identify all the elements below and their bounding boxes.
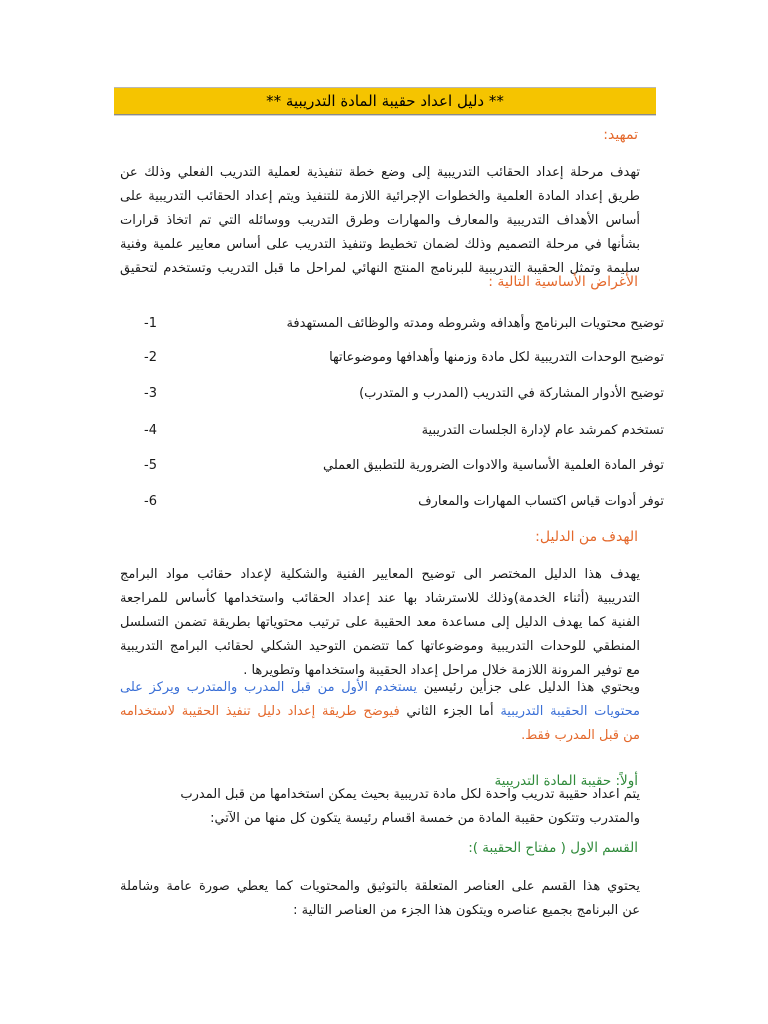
parts-highlight: يستخدم الأول من قبل المدرب والمتدرب ويركز على (120, 680, 418, 695)
parts-highlight: محتويات الحقيبة التدريبية (493, 704, 640, 719)
intro-line: سليمة وتمثل الحقيبة التدريبية للبرنامج المنتج النهائي لمراحل ما قبل التدريب وتستخدم لتحقيق (120, 261, 640, 276)
purpose-number: -6 (144, 493, 157, 509)
purpose-number: -5 (144, 457, 157, 473)
purpose-text: تستخدم كمرشد عام لإدارة الجلسات التدريبية (421, 422, 664, 438)
parts-text: ويحتوي هذا الدليل على جزأين رئيسين (417, 680, 640, 695)
goal-line: المنطقي للوحدات التدريبية وموضوعاتها كما تتضمن التوحيد الشكلي لحقائب البرامج التدريبية (120, 639, 640, 654)
section1-line: يحتوي هذا القسم على العناصر المتعلقة بالتوثيق والمحتويات كما يعطي صورة عامة وشاملة (120, 879, 640, 894)
purpose-item (144, 311, 664, 335)
first-paragraph-body (120, 783, 640, 831)
intro-line: أساس الأهداف التدريبية والمعارف والمهارات وطرق التدريب ووسائله التي تم اتخاذ قرارات (120, 213, 640, 228)
goal-paragraph (120, 563, 640, 683)
goal-line: يهدف هذا الدليل المختصر الى توضيح المعايير الفنية والشكلية لإعداد حقائب مواد البرامج (120, 567, 640, 582)
purpose-item (144, 453, 664, 477)
intro-line: تهدف مرحلة إعداد الحقائب التدريبية إلى وضع خطة تنفيذية لعملية التدريب الفعلي وذلك عن (120, 165, 640, 180)
intro-line: بشأنها في مرحلة التصميم وذلك لضمان تخطيط وتنفيذ التدريب على أساس معايير علمية وفنية (120, 237, 640, 252)
document-title-bar (114, 87, 656, 115)
purpose-text: توفر أدوات قياس اكتساب المهارات والمعارف (418, 493, 664, 509)
intro-heading: تمهيد: (603, 127, 638, 143)
purpose-text: توضيح محتويات البرنامج وأهدافه وشروطه ومدته والوظائف المستهدفة (286, 315, 664, 331)
purpose-text: توضيح الأدوار المشاركة في التدريب (المدرب و المتدرب) (359, 385, 664, 401)
purpose-text: توفر المادة العلمية الأساسية والادوات الضرورية للتطبيق العملي (323, 457, 664, 473)
parts-paragraph (120, 676, 640, 748)
goal-line: الفنية كما يهدف الدليل إلى مساعدة معد الحقيبة على ترتيب محتوياتها بطريقة تضمن التسلسل (120, 615, 640, 630)
first-heading: أولاً: حقيبة المادة التدريبية (494, 773, 638, 789)
purposes-heading: الأغراض الأساسية التالية : (488, 274, 638, 290)
purpose-number: -1 (144, 315, 157, 331)
document-title: ** دليل اعداد حقيبة المادة التدريبية ** (266, 92, 504, 110)
goal-line: مع توفير المرونة اللازمة خلال مراحل إعداد الحقيبة واستخدامها وتطويرها . (243, 663, 640, 678)
purpose-item (144, 381, 664, 405)
parts-highlight-orange: فيوضح طريقة إعداد دليل تنفيذ الحقيبة لاستخدامه (120, 704, 400, 719)
intro-paragraph (120, 161, 640, 281)
purpose-text: توضيح الوحدات التدريبية لكل مادة وزمنها وأهدافها وموضوعاتها (329, 349, 664, 365)
purpose-item (144, 345, 664, 369)
section1-paragraph (120, 875, 640, 923)
purpose-number: -2 (144, 349, 157, 365)
first-line: والمتدرب وتتكون حقيبة المادة من خمسة اقسام رئيسة يتكون كل منها من الآتي: (210, 811, 640, 826)
goal-line: التدريبية (أثناء الخدمة)وذلك للاسترشاد بها عند إعداد الحقائب واستخدامها كأساس للمراجعة (120, 591, 640, 606)
parts-text: أما الجزء الثاني (399, 704, 494, 719)
purpose-item (144, 418, 664, 442)
purpose-number: -4 (144, 422, 157, 438)
purpose-item (144, 489, 664, 513)
parts-line-3: من قبل المدرب فقط. (521, 728, 640, 743)
parts-line-1 (120, 676, 640, 700)
section1-heading: القسم الاول ( مفتاح الحقيبة ): (468, 840, 638, 856)
goal-heading: الهدف من الدليل: (535, 529, 638, 545)
section1-line: عن البرنامج بجميع عناصره ويتكون هذا الجزء من العناصر التالية : (293, 903, 640, 918)
intro-line: طريق إعداد المادة العلمية والخطوات الإجرائية اللازمة للتنفيذ ويتم إعداد الحقائب التدريبية على (120, 189, 640, 204)
first-line: يتم اعداد حقيبة تدريب واحدة لكل مادة تدريبية بحيث يمكن استخدامها من قبل المدرب (180, 787, 640, 802)
parts-line-2 (120, 700, 640, 724)
purpose-number: -3 (144, 385, 157, 401)
